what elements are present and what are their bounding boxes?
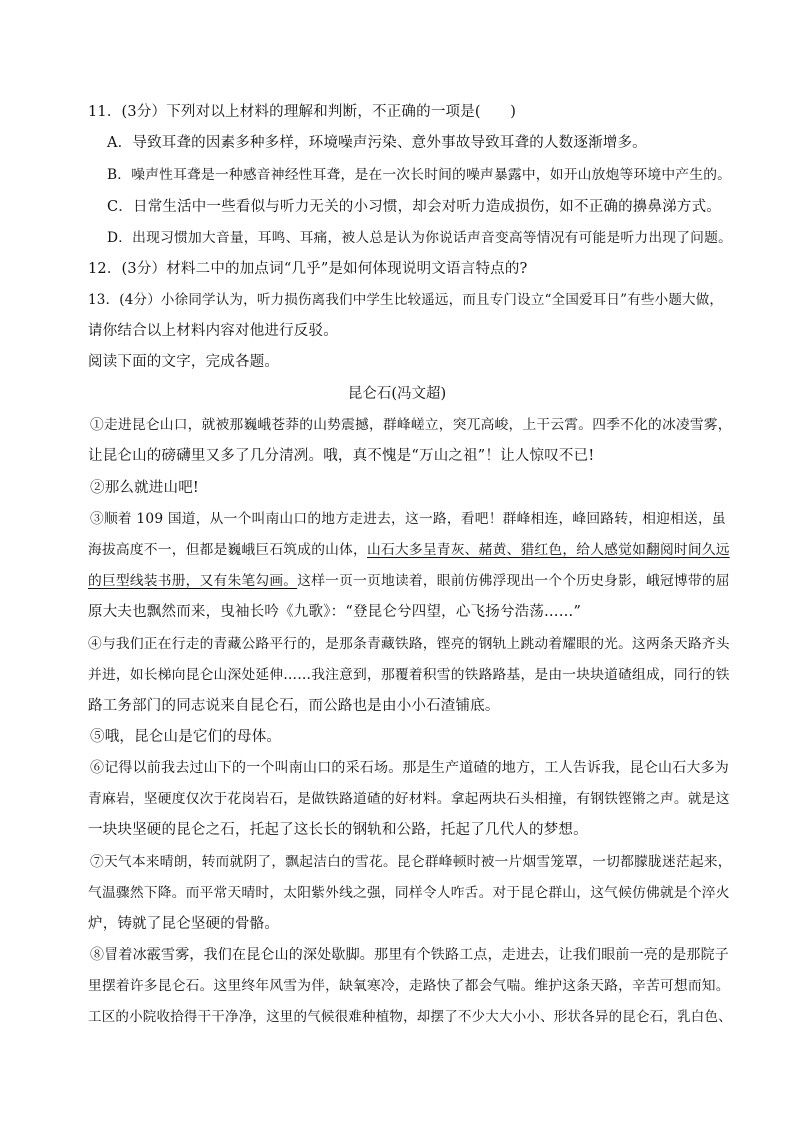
question-12: 12．(3分）材料二中的加点词“几乎”是如何体现说明文语言特点的?	[88, 261, 528, 277]
paragraph-4-line-3: 路工务部门的同志说来自昆仑石，而公路也是由小小石渣铺底。	[88, 698, 500, 714]
article-title: 昆仑石(冯文超)	[347, 386, 447, 402]
paragraph-7-line-3: 炉，铸就了昆仑坚硬的骨骼。	[88, 916, 280, 932]
reading-instruction: 阅读下面的文字，完成各题。	[88, 354, 280, 370]
question-11-option-d: D．出现习惯加大音量，耳鸣、耳痛，被人总是认为你说话声音变高等情况有可能是听力出现了问题。	[107, 230, 733, 246]
question-11-stem: 11．(3分）下列对以上材料的理解和判断，不正确的一项是( )	[88, 104, 517, 120]
question-13-line-1: 13．(4分）小徐同学认为，听力损伤离我们中学生比较遥远，而且专门设立“全国爱耳日”有些小题大做，	[88, 292, 724, 308]
paragraph-1-line-2: 让昆仑山的磅礴里又多了几分清冽。哦，真不愧是“万山之祖”！让人惊叹不已!	[88, 448, 595, 464]
paragraph-8-line-3: 工区的小院收拾得干干净净，这里的气候很难种植物，却摆了不少大大小小、形状各异的昆仑石，乳白色、	[88, 1009, 732, 1025]
paragraph-4-line-1: ④与我们正在行走的青藏公路平行的，是那条青藏铁路，铿亮的钢轨上跳动着耀眼的光。这两条天路齐头	[88, 636, 730, 652]
paragraph-3-line-4: 原大夫也飘然而来，曳袖长吟《九歌》：“登昆仑兮四望，心飞扬兮浩荡……”	[88, 604, 582, 620]
paragraph-5: ⑤哦，昆仑山是它们的母体。	[90, 729, 282, 745]
paragraph-8-line-2: 里摆着许多昆仑石。这里终年风雪为伴，缺氧寒冷，走路快了都会气喘。维护这条天路，辛苦可想而知。	[88, 978, 730, 994]
question-13-line-2: 请你结合以上材料内容对他进行反驳。	[88, 323, 338, 339]
paragraph-3-line-2	[88, 540, 730, 560]
paragraph-7-line-2: 气温骤然下降。而平常天晴时，太阳紫外线之强，同样令人咋舌。对于昆仑群山，这气候仿佛就是个淬火	[88, 885, 730, 901]
paragraph-8-line-1: ⑧冒着冰霰雪雾，我们在昆仑山的深处歇脚。那里有个铁路工点，走进去，让我们眼前一亮的是那院子	[90, 947, 729, 963]
question-11-option-a: A．导致耳聋的因素多种多样，环境噪声污染、意外事故导致耳聋的人数逐渐增多。	[107, 135, 647, 151]
paragraph-2: ②那么就进山吧!	[90, 480, 199, 496]
paragraph-6-line-2: 青麻岩，坚硬度仅次于花岗岩石，是做铁路道碴的好材料。拿起两块石头相撞，有钢铁铿锵之声。就是这	[88, 791, 730, 807]
question-11-option-b: B．噪声性耳聋是一种感音神经性耳聋，是在一次长时间的噪声暴露中，如开山放炮等环境中产生的。	[107, 167, 732, 183]
paragraph-3-plain-text: 海拔高度不一，但都是巍峨巨石筑成的山体，	[88, 542, 368, 558]
paragraph-7-line-1: ⑦天气本来晴朗，转而就阴了，飘起洁白的雪花。昆仑群峰顿时被一片烟雪笼罩，一切都朦胧迷茫起来，	[90, 854, 732, 870]
paragraph-1-line-1: ①走进昆仑山口，就被那巍峨苍莽的山势震撼，群峰嵯立，突兀高峻，上干云霄。四季不化的冰凌雪雾，	[90, 417, 732, 433]
paragraph-3-underlined-text: 山石大多呈青灰、赭黄、猎红色，给人感觉如翻阅时间久远	[367, 542, 730, 558]
paragraph-3-plain-text-cont: 这样一页一页地读着，眼前仿佛浮现出一个个历史身影，峨冠博带的屈	[297, 573, 730, 589]
paragraph-3-line-3	[88, 571, 730, 591]
paragraph-6-line-3: 一块块坚硬的昆仑之石，托起了这长长的钢轨和公路，托起了几代人的梦想。	[88, 822, 588, 838]
question-11-option-c: C．日常生活中一些看似与听力无关的小习惯，却会对听力造成损伤，如不正确的擤鼻涕方式。	[107, 199, 721, 215]
paragraph-4-line-2: 并进，如长梯向昆仑山深处延伸……我注意到，那覆着积雪的铁路路基，是由一块块道碴组成，同行的铁	[88, 667, 730, 683]
paragraph-6-line-1: ⑥记得以前我去过山下的一个叫南山口的采石场。那是生产道碴的地方，工人告诉我，昆仑山石大多为	[90, 760, 729, 776]
paragraph-3-underlined-text-cont: 的巨型线装书册，又有朱笔勾画。	[88, 573, 298, 589]
paragraph-3-line-1: ③顺着 109 国道，从一个叫南山口的地方走进去，这一路，看吧！群峰相连，峰回路转，相迎相送，虽	[90, 511, 726, 527]
